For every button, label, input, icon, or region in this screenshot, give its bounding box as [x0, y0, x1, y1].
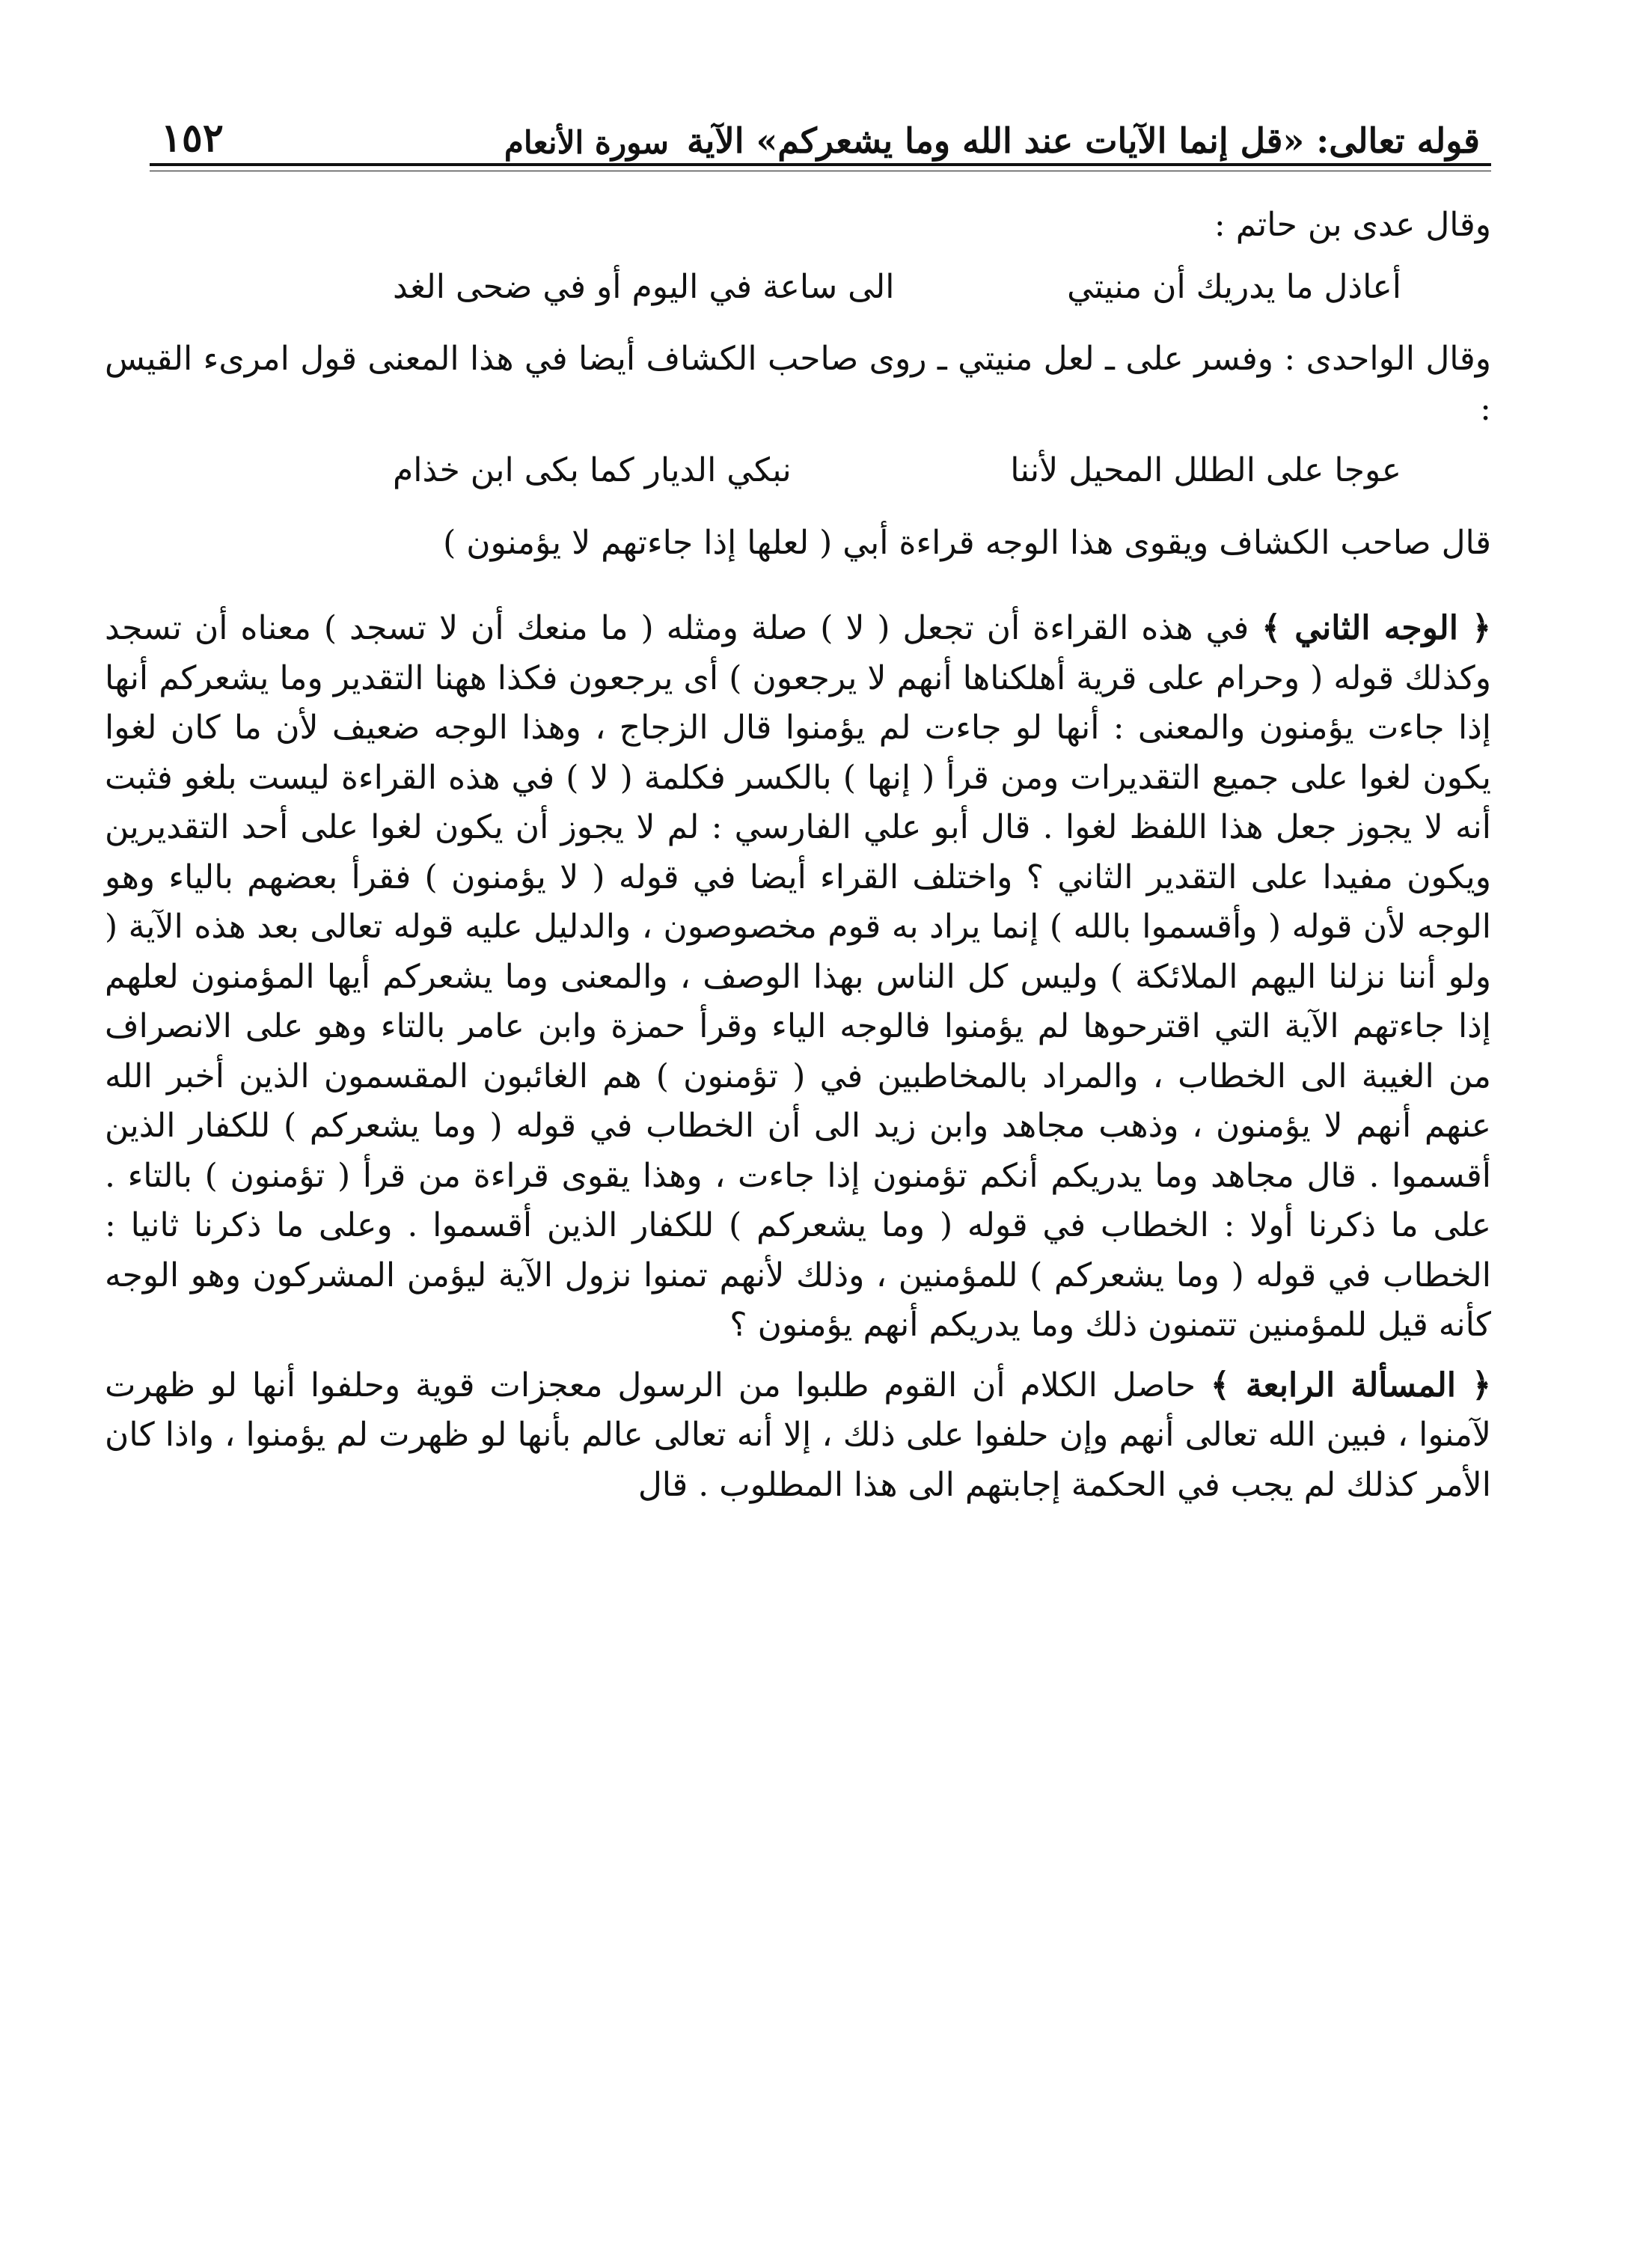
page-number: ١٥٢	[161, 115, 224, 161]
surah-name: سورة الأنعام	[504, 124, 669, 161]
verse-2-second-hemistich: نبكي الديار كما بكى ابن خذام	[393, 451, 792, 489]
header-title: قوله تعالى: «قل إنما الآيات عند الله وما يشعركم» الآية	[687, 120, 1480, 161]
section-heading-second-aspect: ﴿ الوجه الثاني ﴾	[1261, 609, 1492, 647]
paragraph-3: قال صاحب الكشاف ويقوى هذا الوجه قراءة أبي ( لعلها إذا جاءتهم لا يؤمنون )	[443, 523, 1491, 562]
poetry-verse-2	[105, 446, 1491, 496]
verse-1-first-hemistich: أعاذل ما يدريك أن منيتي	[1067, 267, 1401, 306]
section-heading-fourth-issue: ﴿ المسألة الرابعة ﴾	[1210, 1366, 1491, 1404]
verse-1-second-hemistich: الى ساعة في اليوم أو في ضحى الغد	[393, 267, 895, 306]
paragraph-5-text: حاصل الكلام أن القوم طلبوا من الرسول معجزات قوية وحلفوا أنها لو ظهرت لآمنوا ، فبين الله تعالى أنهم وإن حلفوا على ذلك ، إلا أنه تعالى عالم بأنها لو ظهرت لم يؤمنوا ، واذا كان الأمر كذلك لم يجب في الحكمة إجابتهم الى هذا المطلوب . قال	[105, 1366, 1492, 1504]
paragraph-1: وقال عدى بن حاتم :	[1214, 206, 1491, 244]
header-rule	[150, 163, 1491, 166]
paragraph-4	[105, 604, 1491, 1351]
page-body	[105, 201, 1491, 1510]
running-header	[161, 90, 1480, 161]
paragraph-5	[105, 1361, 1491, 1511]
paragraph-2: وقال الواحدى : وفسر على ـ لعل منيتي ـ روى صاحب الكشاف أيضا في هذا المعنى قول امرىء القيس :	[105, 340, 1491, 428]
header-title-group	[504, 120, 1480, 161]
paragraph-4-text: في هذه القراءة أن تجعل ( لا ) صلة ومثله ( ما منعك أن لا تسجد ) معناه أن تسجد وكذلك قوله ( وحرام على قرية أهلكناها أنهم لا يرجعون ) أى يرجعون فكذا ههنا التقدير وما يشعركم أنها إذا جاءت يؤمنون والمعنى : أنها لو جاءت لم يؤمنوا قال الزجاج ، وهذا الوجه ضعيف لأن ما كان لغوا يكون لغوا على جميع التقديرات ومن قرأ ( إنها ) بالكسر فكلمة ( لا ) في هذه القراءة ليست بلغو فثبت أنه لا يجوز جعل هذا اللفظ لغوا . قال أبو علي الفارسي : لم لا يجوز أن يكون لغوا على أحد التقديرين ويكون مفيدا على التقدير الثاني ؟ واختلف القراء أيضا في قوله ( لا يؤمنون ) فقرأ بعضهم بالياء وهو الوجه لأن قوله ( وأقسموا بالله ) إنما يراد به قوم مخصوصون ، والدليل عليه قوله تعالى بعد هذه الآية ( ولو أننا نزلنا اليهم الملائكة ) وليس كل الناس بهذا الوصف ، والمعنى وما يشعركم أيها المؤمنون لعلهم إذا جاءتهم الآية التي اقترحوها لم يؤمنوا فالوجه الياء وقرأ حمزة وابن عامر بالتاء وهو على الانصراف من الغيبة الى الخطاب ، والمراد بالمخاطبين في ( تؤمنون ) هم الغائبون المقسمون الذين أخبر الله عنهم أنهم لا يؤمنون ، وذهب مجاهد وابن زيد الى أن الخطاب في قوله ( وما يشعركم ) للكفار الذين أقسموا . قال مجاهد وما يدريكم أنكم تؤمنون إذا جاءت ، وهذا يقوى قراءة من قرأ ( تؤمنون ) بالتاء . على ما ذكرنا أولا : الخطاب في قوله ( وما يشعركم ) للكفار الذين أقسموا . وعلى ما ذكرنا ثانيا : الخطاب في قوله ( وما يشعركم ) للمؤمنين ، وذلك لأنهم تمنوا نزول الآية ليؤمن المشركون وهو الوجه كأنه قيل للمؤمنين تتمنون ذلك وما يدريكم أنهم يؤمنون ؟	[105, 609, 1491, 1344]
verse-2-first-hemistich: عوجا على الطلل المحيل لأننا	[1010, 451, 1401, 489]
poetry-verse-1	[105, 263, 1491, 313]
